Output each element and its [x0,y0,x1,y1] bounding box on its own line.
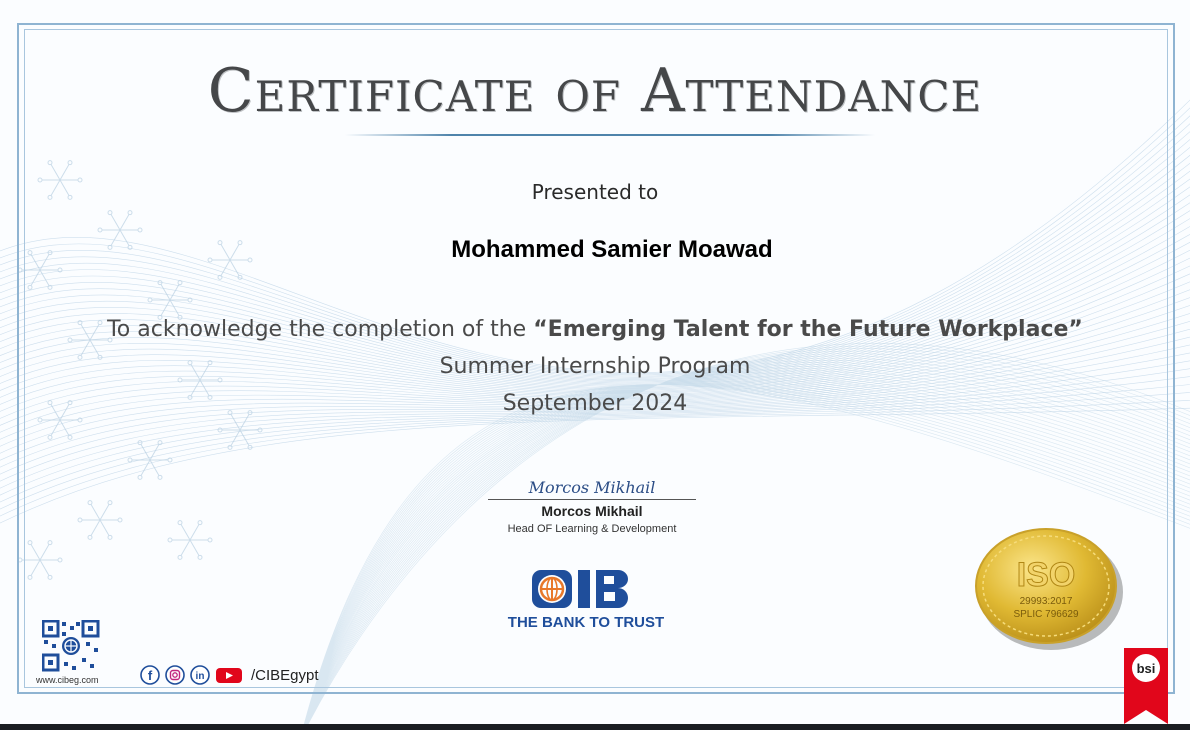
cib-letter-i [578,570,590,608]
facebook-icon[interactable] [140,665,160,685]
bank-tagline: THE BANK TO TRUST [507,614,665,631]
iso-cert-number: SPLIC 796629 [1013,609,1079,620]
acknowledgement-prefix: To acknowledge the completion of the [107,317,534,342]
signature-script: Morcos Mikhail [528,478,656,497]
presented-to-label: Presented to [531,180,659,204]
certificate-title: Certificate of Attendance [207,56,983,126]
title-underline [345,134,875,136]
svg-text:f: f [147,668,153,683]
instagram-icon[interactable] [165,665,185,685]
signature-line [488,499,696,500]
social-handle[interactable]: /CIBEgypt [251,666,319,684]
social-links [140,664,319,686]
iso-seal [975,524,1125,654]
iso-standard: 29993:2017 [1019,596,1073,607]
bank-website[interactable]: www.cibeg.com [36,675,99,685]
recipient-name: Mohammed Samier Moawad [451,236,773,263]
bottom-bar [0,724,1190,730]
svg-text:in: in [195,671,205,682]
program-date: September 2024 [502,391,688,416]
program-type: Summer Internship Program [439,354,751,379]
linkedin-icon[interactable] [190,665,210,685]
qr-code[interactable] [42,620,100,672]
cib-logo [496,566,676,636]
program-name: “Emerging Talent for the Future Workplace” [533,317,1083,342]
acknowledgement-line [0,317,1190,342]
youtube-icon[interactable] [215,665,243,685]
signatory-title: Head OF Learning & Development [507,523,677,535]
globe-icon [532,570,572,608]
cib-logo-mark [496,566,676,612]
iso-label: ISO [1016,556,1076,594]
bsi-badge [1124,648,1168,724]
signatory-name: Morcos Mikhail [541,503,643,519]
cib-letter-b [596,570,628,608]
bsi-label: bsi [1136,661,1156,676]
